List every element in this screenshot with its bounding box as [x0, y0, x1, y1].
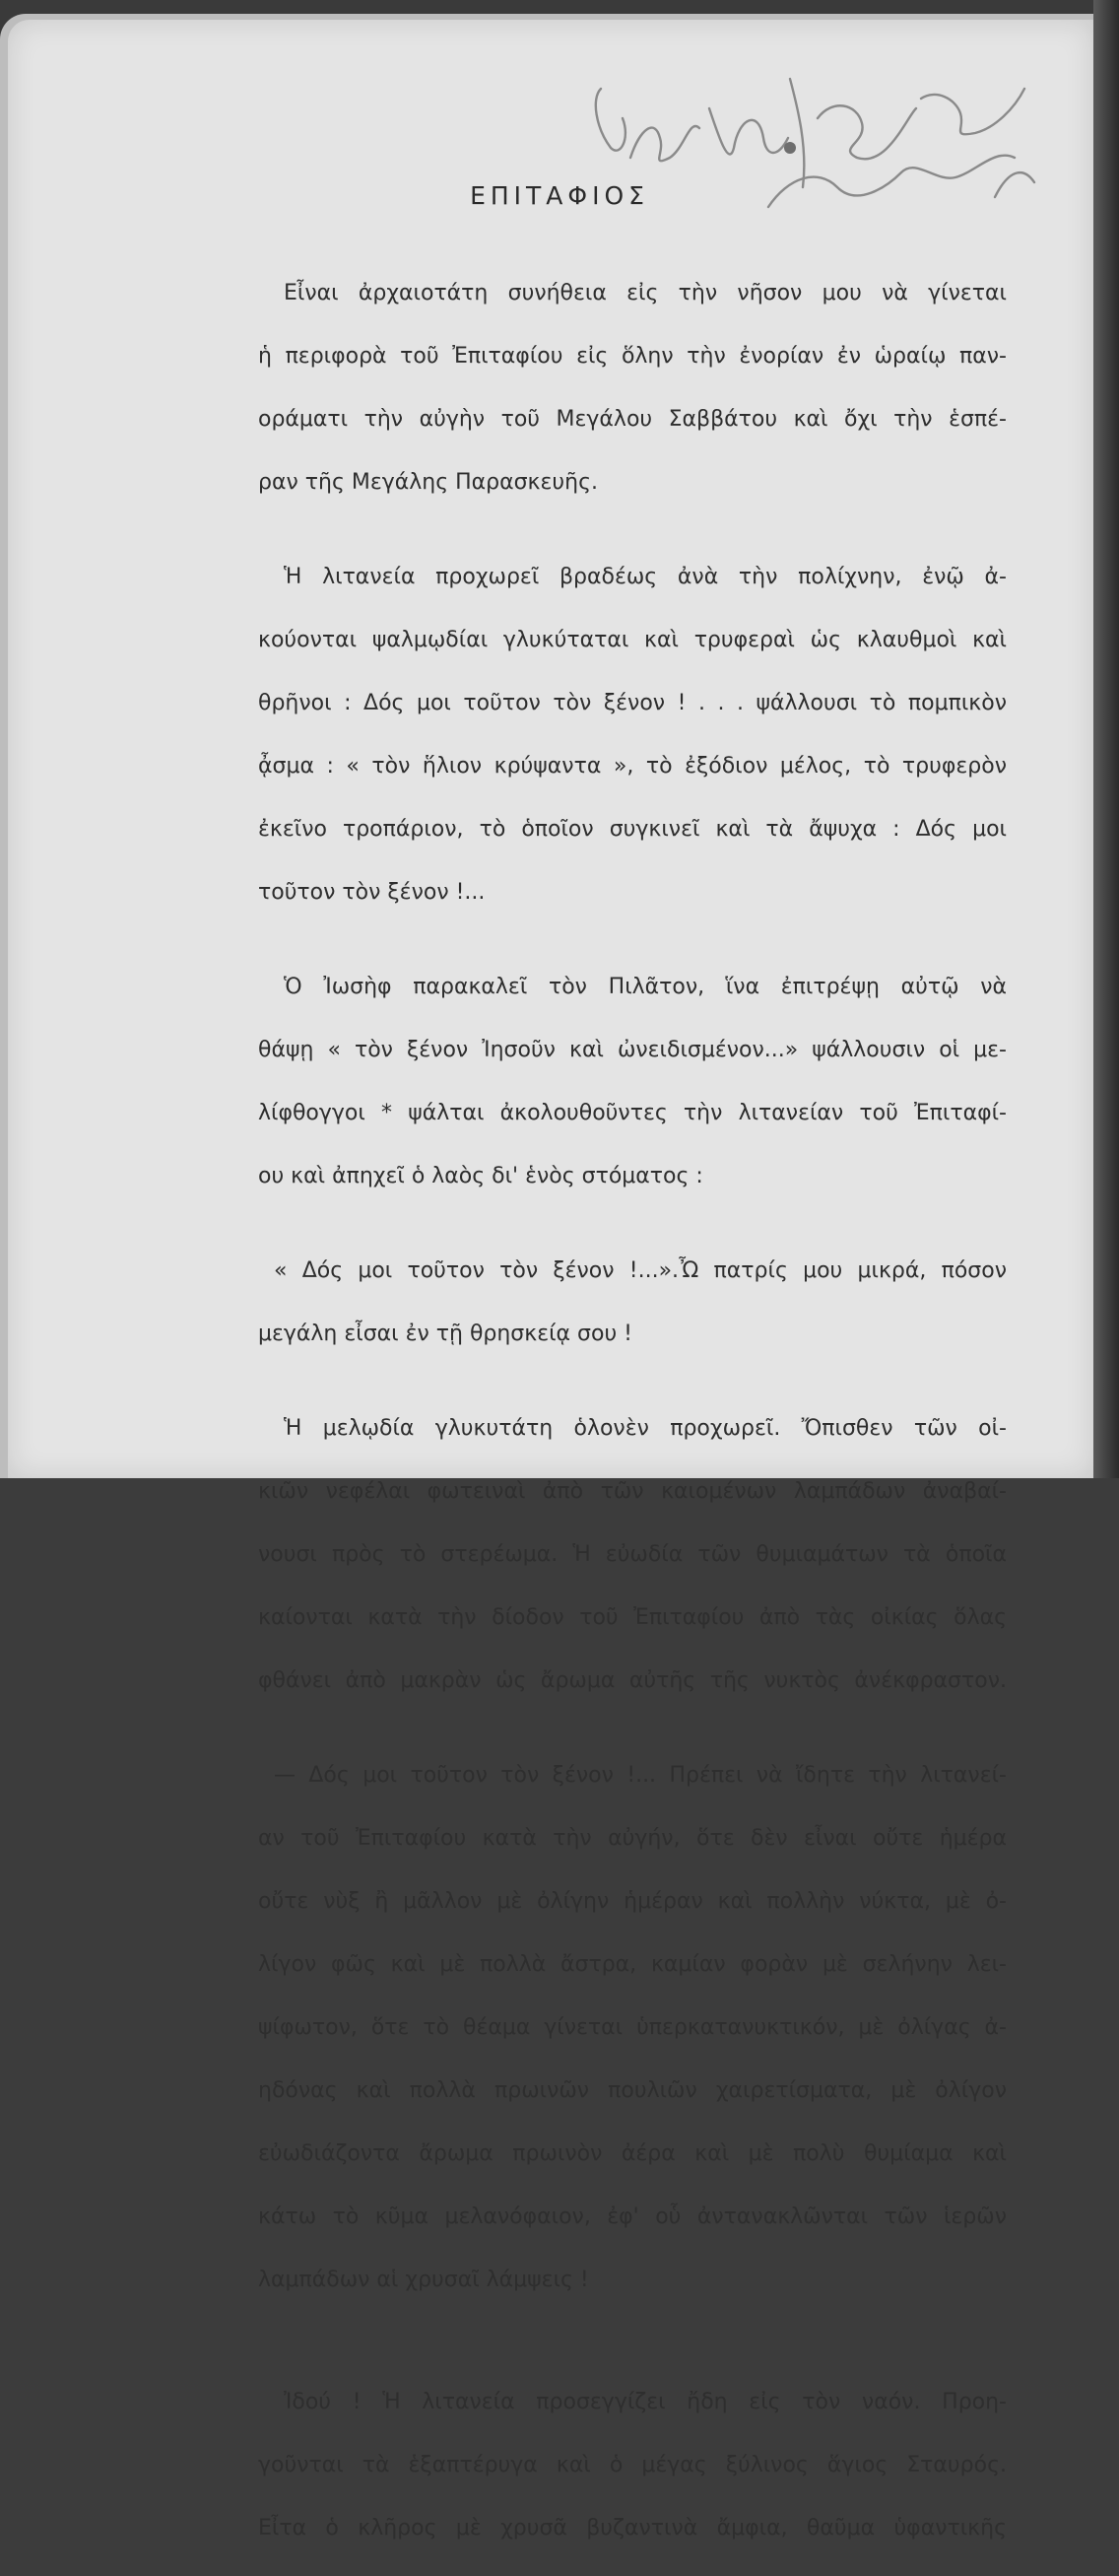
paragraph-1 — [258, 246, 1007, 530]
paragraph-7 — [258, 2355, 1007, 2576]
text-line: γοῦνται τὰ ἑξαπτέρυγα καὶ ὁ μέγας ξύλινος ἅγιος Σταυρός. — [258, 2453, 1007, 2477]
text-line: Εἶναι ἀρχαιοτάτη συνήθεια εἰς τὴν νῆσον μου νὰ γίνεται — [284, 281, 1007, 305]
text-line: « Δός μοι τοῦτον τὸν ξένον !...».Ὦ πατρίς μου μικρά, πόσον — [274, 1258, 1007, 1283]
text-line: νουσι πρὸς τὸ στερέωμα. Ἡ εὐωδία τῶν θυμιαμάτων τὰ ὁποῖα — [258, 1542, 1007, 1567]
paragraph-5 — [258, 1382, 1007, 1729]
page-title: ΕΠΙΤΑΦΙΟΣ — [470, 181, 649, 210]
document-body — [258, 246, 1007, 2576]
text-line: κάτω τὸ κῦμα μελανόφαιον, ἐφ' οὗ ἀντανακλῶνται τῶν ἱερῶν — [258, 2204, 1007, 2229]
paragraph-3 — [258, 940, 1007, 1224]
text-line: αν τοῦ Ἐπιταφίου κατὰ τὴν αὐγήν, ὅτε δὲν εἶναι οὔτε ἡμέρα — [258, 1826, 1007, 1851]
text-line: καίονται κατὰ τὴν δίοδον τοῦ Ἐπιταφίου ἀπὸ τὰς οἰκίας ὅλας — [258, 1605, 1007, 1630]
text-line: ψίφωτον, ὅτε τὸ θέαμα γίνεται ὑπερκατανυκτικόν, μὲ ὀλίγας ἀ- — [258, 2015, 1007, 2040]
text-line: ηδόνας καὶ πολλὰ πρωινῶν πουλιῶν χαιρετίσματα, μὲ ὀλίγον — [258, 2078, 1007, 2103]
text-line: Ἡ μελῳδία γλυκυτάτη ὁλονὲν προχωρεῖ. Ὄπισθεν τῶν οἰ- — [284, 1416, 1007, 1441]
text-line: κιῶν νεφέλαι φωτειναὶ ἀπὸ τῶν καιομένων λαμπάδων ἀναβαί- — [258, 1479, 1007, 1504]
text-line: ἡ περιφορὰ τοῦ Ἐπιταφίου εἰς ὅλην τὴν ἐνορίαν ἐν ὡραίῳ παν- — [258, 344, 1007, 369]
paragraph-6 — [258, 1729, 1007, 2328]
text-line: ᾆσμα : « τὸν ἥλιον κρύψαντα », τὸ ἐξόδιον μέλος, τὸ τρυφερὸν — [258, 754, 1007, 779]
text-line: φθάνει ἀπὸ μακρὰν ὡς ἄρωμα αὐτῆς τῆς νυκτὸς ἀνέκφραστον. — [258, 1668, 1007, 1693]
handwritten-signature-image — [561, 59, 1074, 237]
text-line: εὐωδιάζοντα ἄρωμα πρωινὸν ἀέρα καὶ μὲ πολὺ θυμίαμα καὶ — [258, 2141, 1007, 2166]
text-line: θρῆνοι : Δός μοι τοῦτον τὸν ξένον ! . . . ψάλλουσι τὸ πομπικὸν — [258, 691, 1007, 715]
paragraph-2 — [258, 530, 1007, 940]
text-line: λίφθογγοι * ψάλται ἀκολουθοῦντες τὴν λιτανείαν τοῦ Ἐπιταφί- — [258, 1101, 1007, 1125]
text-line: ἐκεῖνο τροπάριον, τὸ ὁποῖον συγκινεῖ καὶ τὰ ἄψυχα : Δός μοι — [258, 817, 1007, 842]
text-line: κούονται ψαλμῳδίαι γλυκύταται καὶ τρυφεραὶ ὡς κλαυθμοὶ καὶ — [258, 628, 1007, 652]
text-line: ραν τῆς Μεγάλης Παρασκευῆς. — [258, 470, 598, 495]
text-line: οὔτε νὺξ ἢ μᾶλλον μὲ ὀλίγην ἡμέραν καὶ πολλὴν νύκτα, μὲ ὀ- — [258, 1889, 1007, 1914]
text-line: οράματι τὴν αὐγὴν τοῦ Μεγάλου Σαββάτου καὶ ὄχι τὴν ἑσπέ- — [258, 407, 1007, 432]
text-line: Ἡ λιτανεία προχωρεῖ βραδέως ἀνὰ τὴν πολίχνην, ἐνῷ ἀ- — [284, 565, 1007, 589]
text-line: θάψῃ « τὸν ξένον Ἰησοῦν καὶ ὠνειδισμένον...» ψάλλουσιν οἱ με- — [258, 1038, 1007, 1062]
text-line: λαμπάδων αἱ χρυσαῖ λάμψεις ! — [258, 2268, 589, 2292]
text-line: λίγον φῶς καὶ μὲ πολλὰ ἄστρα, καμίαν φορὰν μὲ σελήνην λει- — [258, 1952, 1007, 1977]
text-line: Ἰδού ! Ἡ λιτανεία προσεγγίζει ἤδη εἰς τὸν ναόν. Προη- — [284, 2390, 1007, 2414]
text-line: Εἶτα ὁ κλῆρος μὲ χρυσᾶ βυζαντινὰ ἄμφια, θαῦμα ὑφαντικῆς — [258, 2516, 1007, 2541]
text-line: Ὁ Ἰωσὴφ παρακαλεῖ τὸν Πιλᾶτον, ἵνα ἐπιτρέψῃ αὐτῷ νὰ — [284, 975, 1007, 999]
text-line: μεγάλη εἶσαι ἐν τῇ θρησκείᾳ σου ! — [258, 1322, 632, 1346]
text-line: — Δός μοι τοῦτον τὸν ξένον !... Πρέπει νὰ ἴδητε τὴν λιτανεί- — [274, 1763, 1007, 1788]
paragraph-4 — [258, 1224, 1007, 1382]
text-line: ου καὶ ἀπηχεῖ ὁ λαὸς δι' ἑνὸς στόματος : — [258, 1164, 703, 1188]
book-spine — [1093, 0, 1119, 1478]
text-line: τοῦτον τὸν ξένον !... — [258, 880, 486, 905]
